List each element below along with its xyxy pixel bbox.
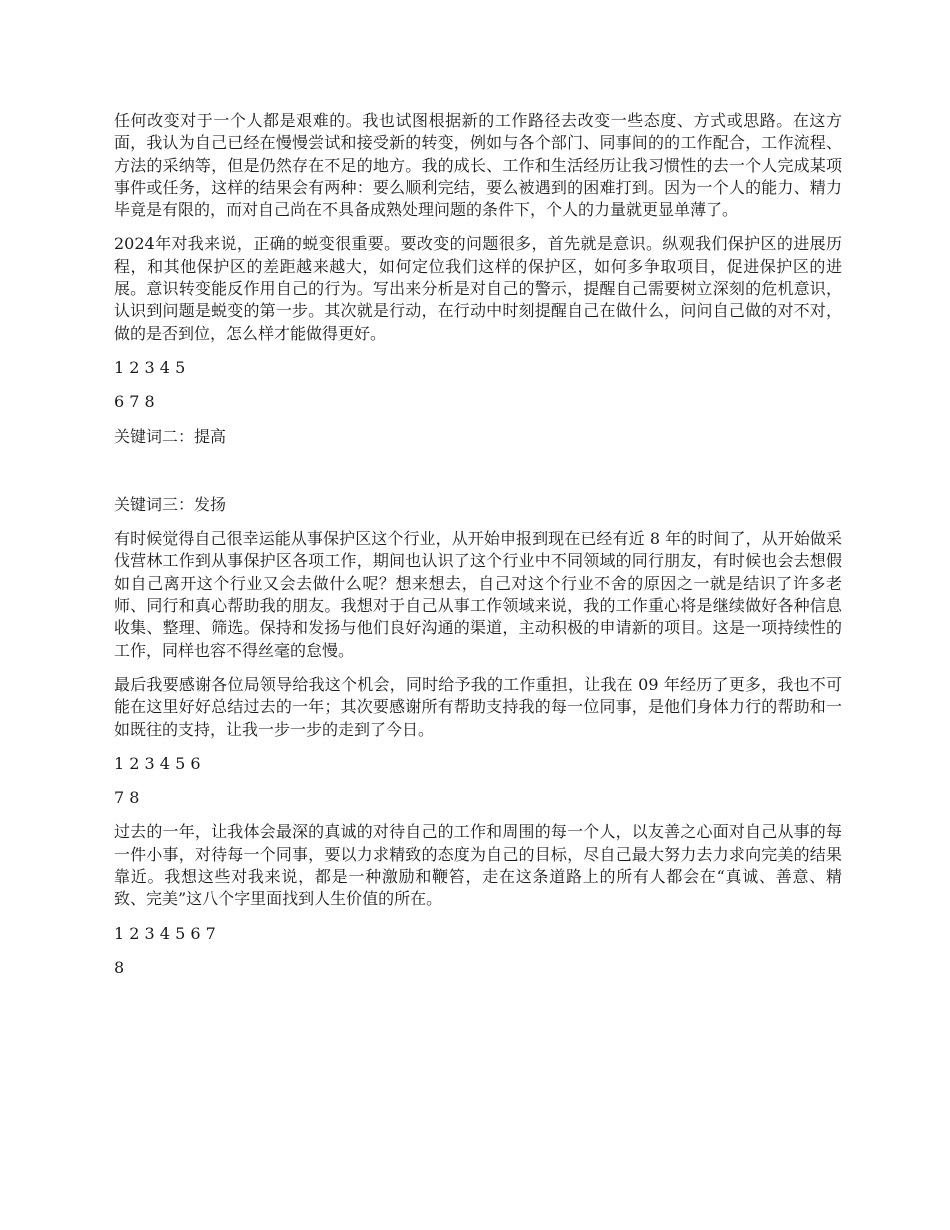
keyword-heading: 关键词二：提高 xyxy=(114,426,227,446)
page-numbers-line: 1 2 3 4 5 6 xyxy=(114,753,201,773)
paragraph-industry: 有时候觉得自己很幸运能从事保护区这个行业，从开始申报到现在已经有近 8 年的时间了，从开始做采伐营林工作到从事保护区各项工作，期间也认识了这个行业中不同领域的同行朋友，有时候也会去想假如自己离开这个行业又会去做什么呢？想来想去，自己对这个行业不舍的原因之一就是结识了许多老师、同行和真心帮助我的朋友。我想对于自己从事工作领域来说，我的工作重心将是继续做好各种信息收集、整理、筛选。保持和发扬与他们良好沟通的渠道，主动积极的申请新的项目。这是一项持续性的工作，同样也容不得丝毫的怠慢。 xyxy=(114,529,842,660)
paragraph-2024: 2024年对我来说，正确的蜕变很重要。要改变的问题很多，首先就是意识。纵观我们保护区的进展历程，和其他保护区的差距越来越大，如何定位我们这样的保护区，如何多争取项目，促进保护区的进展。意识转变能反作用自己的行为。写出来分析是对自己的警示，提醒自己需要树立深刻的危机意识，认识到问题是蜕变的第一步。其次就是行动，在行动中时刻提醒自己在做什么，问问自己做的对不对，做的是否到位，怎么样才能做得更好。 xyxy=(114,234,842,343)
paragraph-thanks: 最后我要感谢各位局领导给我这个机会，同时给予我的工作重担，让我在 09 年经历了更多，我也不可能在这里好好总结过去的一年；其次要感谢所有帮助支持我的每一位同事，是他们身体力行的帮助和一如既往的支持，让我一步一步的走到了今日。 xyxy=(114,674,842,739)
paragraph-change: 任何改变对于一个人都是艰难的。我也试图根据新的工作路径去改变一些态度、方式或思路。在这方面，我认为自己已经在慢慢尝试和接受新的转变，例如与各个部门、同事间的的工作配合，工作流程、方法的采纳等，但是仍然存在不足的地方。我的成长、工作和生活经历让我习惯性的去一个人完成某项事件或任务，这样的结果会有两种：要么顺利完结，要么被遇到的困难打到。因为一个人的能力、精力毕竟是有限的，而对自己尚在不具备成熟处理问题的条件下，个人的力量就更显单薄了。 xyxy=(114,111,842,220)
page-numbers-line: 7 8 xyxy=(114,788,140,808)
keyword-heading: 关键词三：发扬 xyxy=(114,494,227,514)
paragraph-sincerity: 过去的一年，让我体会最深的真诚的对待自己的工作和周围的每一个人，以友善之心面对自己从事的每一件小事，对待每一个同事，要以力求精致的态度为自己的目标，尽自己最大努力去力求向完美的结果靠近。我想这些对我来说，都是一种激励和鞭笞，走在这条道路上的所有人都会在“真诚、善意、精致、完美”这八个字里面找到人生价值的所在。 xyxy=(114,822,842,909)
page-numbers-line: 1 2 3 4 5 xyxy=(114,357,186,377)
page-numbers-line: 6 7 8 xyxy=(114,392,155,412)
page-numbers-line: 1 2 3 4 5 6 7 xyxy=(114,923,216,943)
document-page xyxy=(114,110,842,991)
page-numbers-line: 8 xyxy=(114,957,125,977)
